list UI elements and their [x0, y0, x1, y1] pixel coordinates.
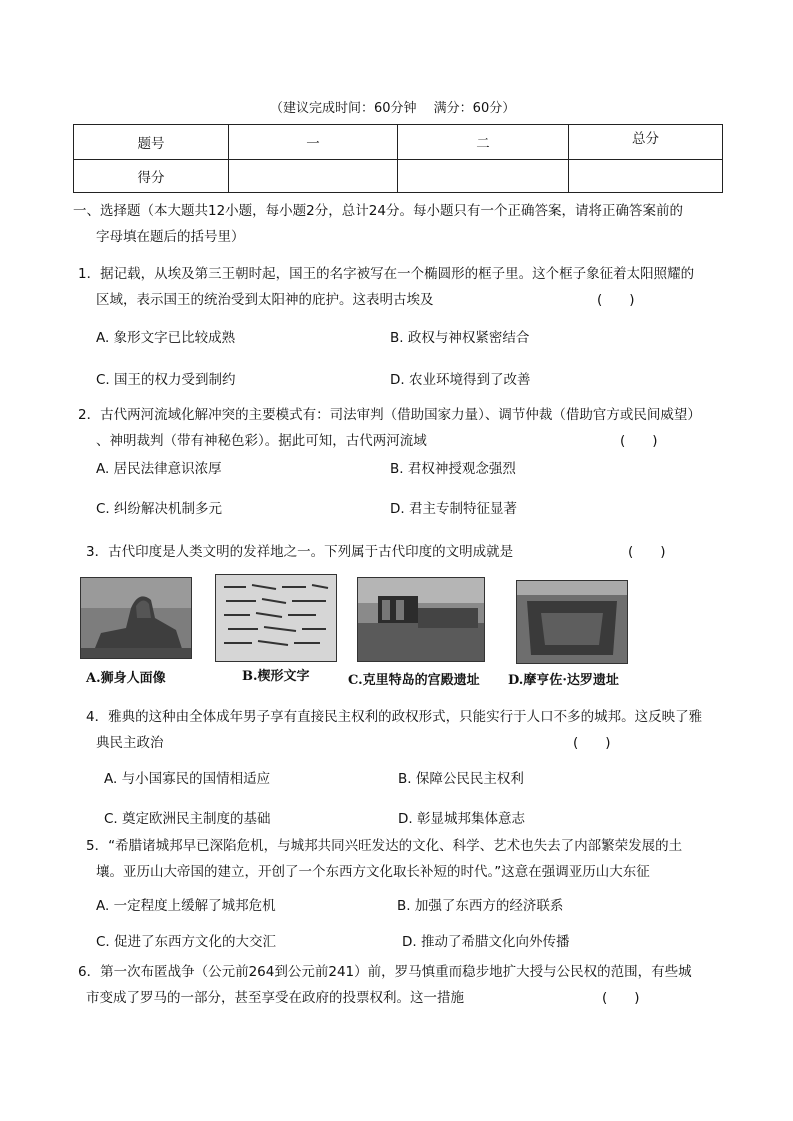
ruins-picture [517, 581, 627, 663]
option-a[interactable]: A. 一定程度上缓解了城邦危机 [96, 898, 276, 914]
palace-picture [358, 578, 484, 661]
option-c[interactable]: C. 促进了东西方文化的大交汇 [96, 934, 277, 950]
question-4-text-cont: 典民主政治 [96, 735, 164, 751]
option-b[interactable]: B. 保障公民民主权利 [398, 771, 524, 787]
table-cell: 总分 [569, 125, 723, 160]
answer-bracket[interactable]: ( ) [628, 544, 666, 560]
score-input-cell[interactable] [569, 160, 723, 193]
option-d[interactable]: D. 农业环境得到了改善 [390, 372, 531, 388]
option-b[interactable]: B. 政权与神权紧密结合 [390, 330, 530, 346]
question-1-text: 1．据记载，从埃及第三王朝时起，国王的名字被写在一个椭圆形的框子里。这个框子象征着太阳照耀的 [78, 266, 695, 282]
question-4-text: 4．雅典的这种由全体成年男子享有直接民主权利的政权形式，只能实行于人口不多的城邦。这反映了雅 [86, 709, 703, 725]
image-caption-c: C.克里特岛的宫殿遗址 [348, 673, 480, 688]
score-table [73, 124, 723, 193]
sphinx-image[interactable] [80, 577, 192, 659]
answer-bracket[interactable]: ( ) [597, 292, 635, 308]
section-title: 一、选择题（本大题共12小题，每小题2分，总计24分。每小题只有一个正确答案，请将正确答案前的 [73, 203, 683, 219]
question-3-text: 3．古代印度是人类文明的发祥地之一。下列属于古代印度的文明成就是 [86, 544, 514, 560]
table-cell: 一 [229, 125, 398, 160]
score-input-cell[interactable] [398, 160, 569, 193]
option-c[interactable]: C. 奠定欧洲民主制度的基础 [104, 811, 271, 827]
table-cell: 得分 [74, 160, 229, 193]
question-5-text: 5．“希腊诸城邦早已深陷危机，与城邦共同兴旺发达的文化、科学、艺术也失去了内部繁荣发展的土 [86, 838, 683, 854]
question-2-text-cont: 、神明裁判（带有神秘色彩）。据此可知，古代两河流域 [96, 433, 427, 449]
option-d[interactable]: D. 君主专制特征显著 [390, 501, 517, 517]
score-input-cell[interactable] [229, 160, 398, 193]
table-row [74, 125, 723, 160]
option-a[interactable]: A. 象形文字已比较成熟 [96, 330, 236, 346]
answer-bracket[interactable]: ( ) [573, 735, 611, 751]
image-caption-b: B.楔形文字 [242, 669, 310, 684]
question-6-text-cont: 市变成了罗马的一部分，甚至享受在政府的投票权利。这一措施 [86, 990, 464, 1006]
option-d[interactable]: D. 彰显城邦集体意志 [398, 811, 525, 827]
image-caption-d: D.摩亨佐·达罗遗址 [508, 673, 619, 688]
option-a[interactable]: A. 与小国寡民的国情相适应 [104, 771, 271, 787]
time-info: （建议完成时间：60分钟 满分：60分） [270, 101, 516, 116]
crete-palace-image[interactable] [357, 577, 485, 662]
option-b[interactable]: B. 君权神授观念强烈 [390, 461, 516, 477]
option-c[interactable]: C. 国王的权力受到制约 [96, 372, 236, 388]
option-a[interactable]: A. 居民法律意识浓厚 [96, 461, 222, 477]
question-6-text: 6．第一次布匿战争（公元前264到公元前241）前，罗马慎重而稳步地扩大授与公民权的范围，有些城 [78, 964, 692, 980]
table-cell: 题号 [74, 125, 229, 160]
mohenjo-daro-image[interactable] [516, 580, 628, 664]
table-cell: 二 [398, 125, 569, 160]
section-title-cont: 字母填在题后的括号里） [96, 229, 245, 245]
cuneiform-image[interactable] [215, 574, 337, 662]
option-c[interactable]: C. 纠纷解决机制多元 [96, 501, 223, 517]
question-5-text-cont: 壤。亚历山大帝国的建立，开创了一个东西方文化取长补短的时代。”这意在强调亚历山大东征 [96, 864, 650, 880]
option-b[interactable]: B. 加强了东西方的经济联系 [397, 898, 564, 914]
option-d[interactable]: D. 推动了希腊文化向外传播 [402, 934, 570, 950]
answer-bracket[interactable]: ( ) [602, 990, 640, 1006]
table-row [74, 160, 723, 193]
question-2-text: 2．古代两河流域化解冲突的主要模式有：司法审判（借助国家力量）、调节仲裁（借助官方或民间威望） [78, 407, 701, 423]
sphinx-picture [81, 578, 191, 658]
question-1-text-cont: 区域，表示国王的统治受到太阳神的庇护。这表明古埃及 [96, 292, 434, 308]
image-caption-a: A.狮身人面像 [86, 671, 166, 686]
cuneiform-picture [216, 575, 336, 661]
answer-bracket[interactable]: ( ) [620, 433, 658, 449]
